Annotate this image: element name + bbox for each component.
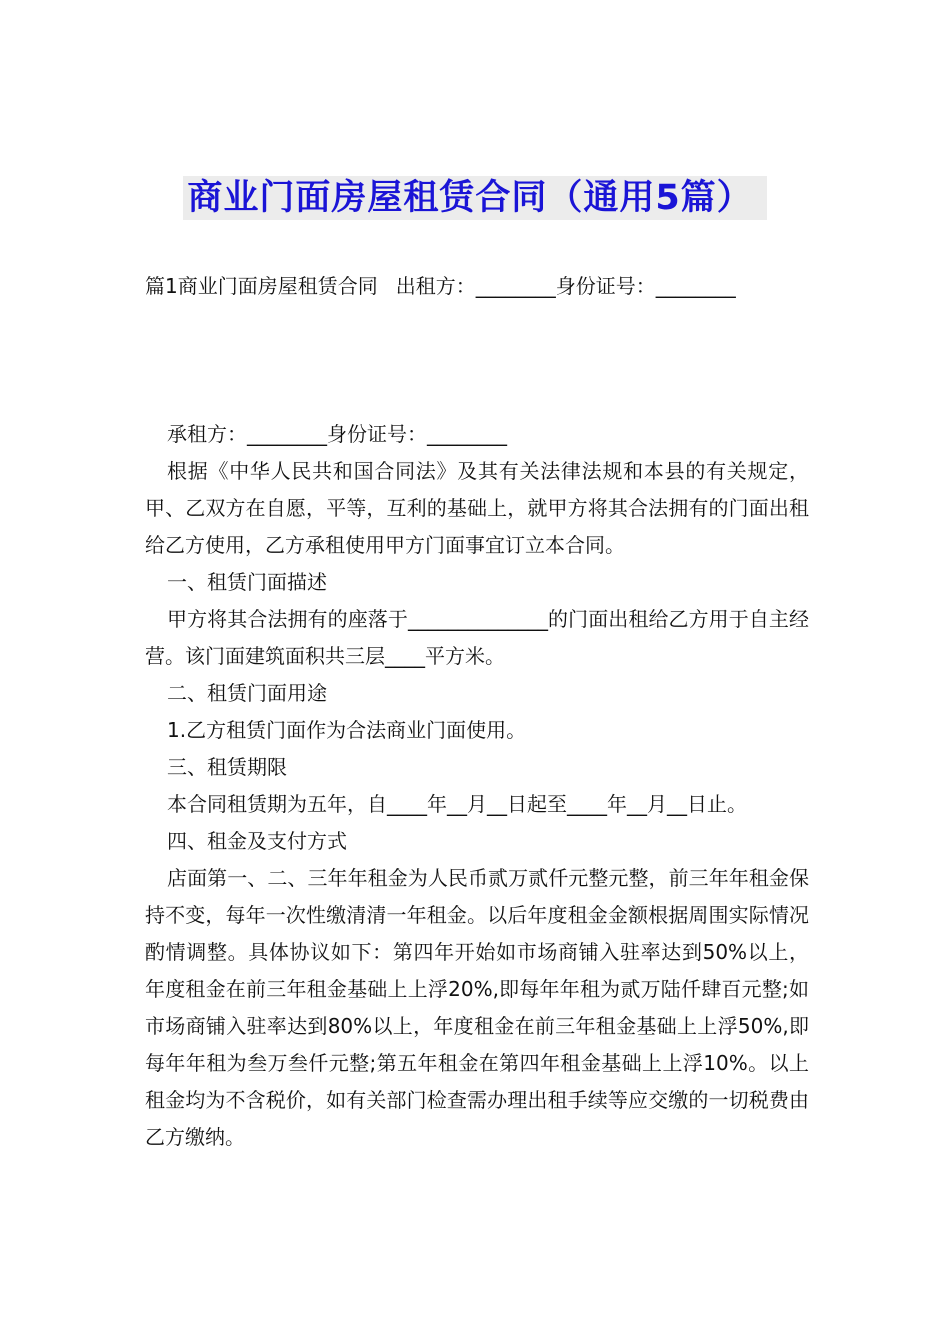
paragraph-preamble: 根据《中华人民共和国合同法》及其有关法律法规和本县的有关规定，甲、乙双方在自愿，平等，互利的基础上，就甲方将其合法拥有的门面出租给乙方使用，乙方承租使用甲方门面事宜订立本合同。 — [145, 459, 809, 557]
lessor-info: 出租方：________身份证号：________ — [395, 274, 736, 298]
section-heading-4: 四、租金及支付方式 — [167, 829, 347, 853]
paragraph-rent: 店面第一、二、三年年租金为人民币贰万贰仟元整元整，前三年年租金保持不变，每年一次性缴清清一年租金。以后年度租金金额根据周围实际情况酌情调整。具体协议如下：第四年开始如市场商铺入驻率达到50%以上，年度租金在前三年租金基础上上浮20%,即每年年租为贰万陆仟肆百元整;如市场商铺入驻率达到80%以上，年度租金在前三年租金基础上上浮50%,即每年年租为叁万叁仟元整;第五年租金在第四年租金基础上上浮10%。以上租金均为不含税价，如有关部门检查需办理出租手续等应交缴的一切税费由乙方缴纳。 — [145, 866, 809, 1149]
document-title: 商业门面房屋租赁合同（通用5篇） — [183, 176, 766, 220]
contract-part-label: 篇1商业门面房屋租赁合同 — [145, 274, 378, 298]
contract-body — [145, 416, 809, 1156]
paragraph-location: 甲方将其合法拥有的座落于______________的门面出租给乙方用于自主经营。该门面建筑面积共三层____平方米。 — [145, 607, 809, 668]
section-heading-2: 二、租赁门面用途 — [167, 681, 327, 705]
contract-header-line — [145, 268, 809, 305]
paragraph-usage: 1.乙方租赁门面作为合法商业门面使用。 — [167, 718, 527, 742]
section-heading-1: 一、租赁门面描述 — [167, 570, 327, 594]
lessee-info: 承租方：________身份证号：________ — [167, 422, 507, 446]
title-container — [0, 176, 950, 220]
section-heading-3: 三、租赁期限 — [167, 755, 287, 779]
paragraph-term: 本合同租赁期为五年，自____年__月__日起至____年__月__日止。 — [167, 792, 747, 816]
